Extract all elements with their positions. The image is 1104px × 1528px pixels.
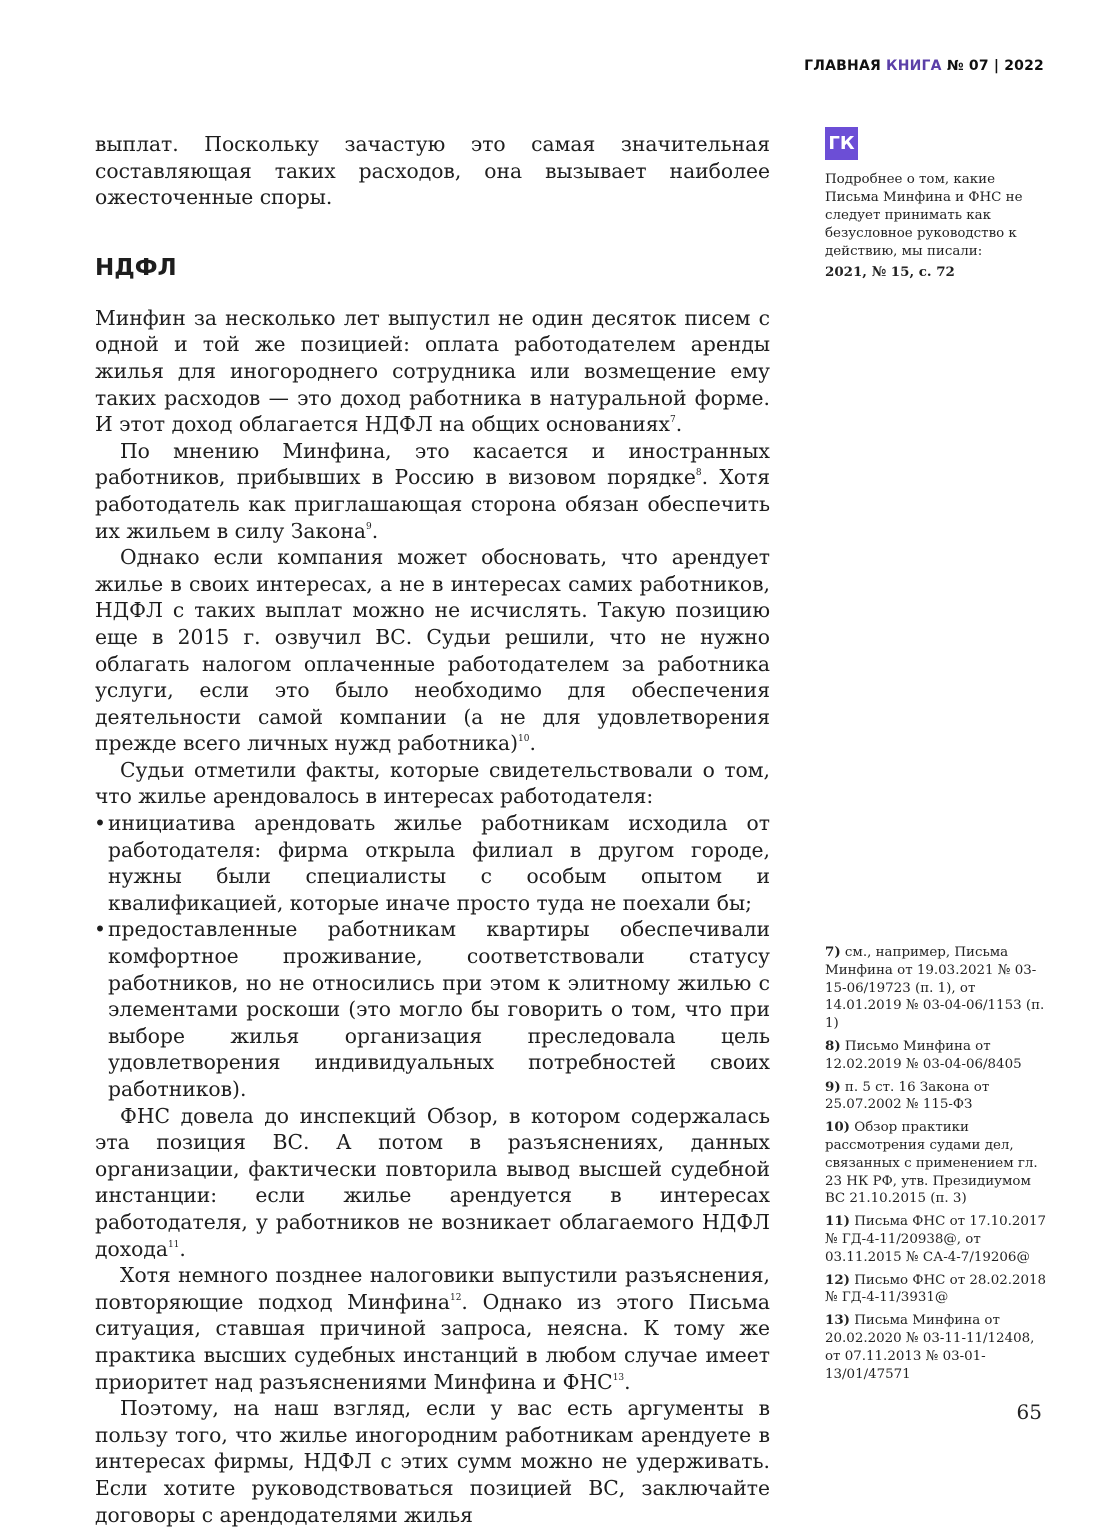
page-header xyxy=(804,58,1044,74)
footnote-ref-7[interactable]: 7 xyxy=(670,415,676,426)
paragraph-5: ФНС довела до инспекций Обзор, в котором содержалась эта позиция ВС. А потом в разъяснениях, данных организации, фактически повторила вывод высшей судебной инстанции: если жилье арендуется в интересах работодателя, у работников не возникает облагаемого НДФЛ дохода$^{11}$. xyxy=(95,1103,770,1261)
paragraph-3: Однако если компания может обосновать, что арендует жилье в своих интересах, а не в интересах самих работников, НДФЛ с таких выплат можно не исчислять. Такую позицию еще в 2015 г. озвучил ВС. Судьи решили, что не нужно облагать налогом оплаченные работодателем за работника услуги, если это было необходимо для обеспечения деятельности самой компании (а не для удовлетворения прежде всего личных нужд работника)$^{10}$. xyxy=(95,545,770,756)
paragraph-7: Поэтому, на наш взгляд, если у вас есть аргументы в пользу того, что жилье иногородним работникам арендуете в интересах фирмы, НДФЛ с этих сумм можно не удерживать. Если хотите руководствоваться позицией ВС, заключайте договоры с арендодателями жилья xyxy=(95,1396,770,1527)
footnote-ref-12[interactable]: 12 xyxy=(449,1292,462,1303)
footnote-ref-13[interactable]: 13 xyxy=(612,1372,625,1383)
footnote-11: 11) Письма ФНС от 17.10.2017 № ГД-4-11/20938@, от 03.11.2015 № СА-4-7/19206@ xyxy=(825,1213,1046,1265)
brand-name-accent: КНИГА xyxy=(886,58,942,74)
footnote-ref-8[interactable]: 8 xyxy=(695,468,702,479)
section-heading: НДФЛ xyxy=(95,254,177,281)
footnote-9: 9) п. 5 ст. 16 Закона от 25.07.2002 № 115-ФЗ xyxy=(825,1078,990,1113)
sidebar-note xyxy=(825,127,1050,281)
gk-logo-icon: ГК xyxy=(825,127,858,160)
paragraph-1: Минфин за несколько лет выпустил не один десяток писем с одной и той же позицией: оплата работодателем аренды жилья для иногороднего сотрудника или возмещение ему таких расходов — это доход работника в натуральной форме. И этот доход облагается НДФЛ на общих основаниях$^7$. xyxy=(95,305,770,437)
paragraph-6: Хотя немного позднее налоговики выпустили разъяснения, повторяющие подход Минфина$^{12}$. Однако из этого Письма ситуация, ставшая причиной запроса, неясна. К тому же практика высших судебных инстанций в любом случае имеет приоритет над разъяснениями Минфина и ФНС$^{13}$. xyxy=(95,1263,770,1394)
footnotes xyxy=(825,944,1050,1388)
sidebar-text: Подробнее о том, какие Письма Минфина и ФНС не следует принимать как безусловное руководство к действию, мы писали: xyxy=(825,172,1023,259)
footnote-8: 8) Письмо Минфина от 12.02.2019 № 03-04-06/8405 xyxy=(825,1037,1022,1072)
footnote-7: 7) см., например, Письма Минфина от 19.03.2021 № 03-15-06/19723 (п. 1), от 14.01.2019 № 03-04-06/1153 (п. 1) xyxy=(825,944,1045,1032)
list-item: • инициатива арендовать жилье работникам исходила от работодателя: фирма открыла филиал в другом городе, нужны были специалисты с особым опытом и квалификацией, которые иначе просто туда не поехали бы; xyxy=(95,810,770,916)
footnote-10: 10) Обзор практики рассмотрения судами дел, связанных с применением гл. 23 НК РФ, утв. Президиумом ВС 21.10.2015 (п. 3) xyxy=(825,1119,1038,1207)
footnote-ref-9[interactable]: 9 xyxy=(365,521,372,532)
footnote-ref-11[interactable]: 11 xyxy=(167,1239,180,1250)
main-column xyxy=(95,131,770,1528)
footnote-ref-10[interactable]: 10 xyxy=(518,734,530,745)
footnote-12: 12) Письмо ФНС от 28.02.2018 № ГД-4-11/3931@ xyxy=(825,1271,1047,1306)
paragraph-2: По мнению Минфина, это касается и иностранных работников, прибывших в Россию в визовом порядке$^8$. Хотя работодатель как приглашающая сторона обязан обеспечить их жильем в силу Закона$^9$. xyxy=(95,438,770,543)
bullet-list xyxy=(95,810,770,1103)
issue-number: № 07 | 2022 xyxy=(946,58,1044,74)
sidebar-reference-link[interactable]: 2021, № 15, с. 72 xyxy=(825,264,955,280)
paragraph-4: Судьи отметили факты, которые свидетельствовали о том, что жилье арендовалось в интересах работодателя: xyxy=(95,757,770,809)
page-number: 65 xyxy=(1016,1400,1042,1424)
footnote-13: 13) Письма Минфина от 20.02.2020 № 03-11-11/12408, от 07.11.2013 № 03-01-13/01/47571 xyxy=(825,1312,1035,1382)
intro-paragraph: выплат. Поскольку зачастую это самая значительная составляющая таких расходов, она вызывает наиболее ожесточенные споры. xyxy=(95,132,770,210)
brand-name: ГЛАВНАЯ xyxy=(804,58,881,74)
list-item: • предоставленные работникам квартиры обеспечивали комфортное проживание, соответствовали статусу работников, но не относились при этом к элитному жилью с элементами роскоши (это могло бы говорить о том, что при выборе жилья организация преследовала цель удовлетворения индивидуальных потребностей своих работников). xyxy=(95,916,770,1102)
